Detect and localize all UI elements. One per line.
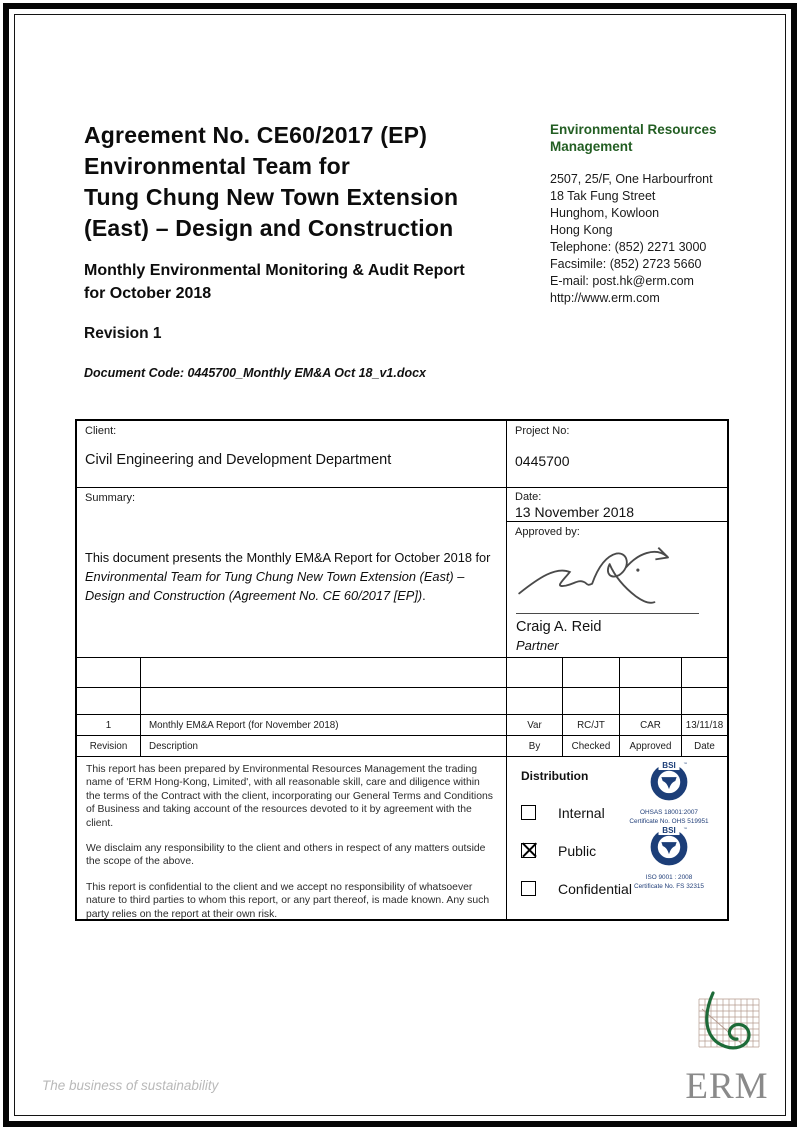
company-address [550,171,755,307]
date-cell [507,488,727,522]
address-line-website: http://www.erm.com [550,291,660,305]
bsi-certification-iso [619,824,719,891]
date-approved-cell [506,488,727,657]
report-subtitle [84,259,564,305]
revision-cell [77,688,140,714]
by-cell: Var [506,715,562,735]
by-cell [506,658,562,687]
client-value: Civil Engineering and Development Department [85,452,392,468]
erm-logo [666,991,788,1105]
company-contact-block [550,121,755,307]
company-tagline: The business of sustainability [42,1078,219,1093]
subtitle-line: for October 2018 [84,285,212,302]
approved-by-cell [507,522,727,657]
address-line: 18 Tak Fung Street [550,189,656,203]
distribution-option-label: Public [558,842,597,859]
approved-header: Approved [619,736,681,756]
distribution-label: Distribution [521,769,589,783]
address-line: Hunghom, Kowloon [550,206,660,220]
date-header: Date [681,736,727,756]
description-cell [140,658,506,687]
project-number-label: Project No: [515,425,570,437]
project-number-cell [506,421,727,487]
distribution-cell [506,757,727,919]
certification-number: Certificate No. OHS 519951 [629,817,709,825]
description-header: Description [140,736,506,756]
approver-title: Partner [516,638,559,653]
by-header: By [506,736,562,756]
company-name-line: Management [550,139,633,154]
date-label: Date: [515,491,542,503]
disclaimer-distribution-row [77,756,727,919]
revision-header: Revision [89,740,128,752]
distribution-option-label: Confidential [558,880,632,897]
erm-fern-grid-icon [683,991,771,1061]
revision-cell: 1 [105,719,112,731]
client-label: Client: [85,425,117,437]
svg-text:BSI: BSI [662,761,676,771]
summary-text-regular: This document presents the Monthly EM&A Report for October 2018 for [85,550,491,565]
company-name-line: Environmental Resources [550,122,717,137]
subtitle-line: Monthly Environmental Monitoring & Audit Report [84,262,465,279]
project-number-value: 0445700 [515,453,570,469]
bsi-logo-icon [648,759,690,803]
client-project-row [77,421,727,487]
address-line: Hong Kong [550,223,613,237]
document-code: Document Code: 0445700_Monthly EM&A Oct 18_v1.docx [84,366,426,380]
summary-approval-row [77,487,727,657]
by-cell [506,688,562,714]
client-cell [77,421,506,487]
title-line: Agreement No. CE60/2017 (EP) [84,122,428,148]
summary-text [85,548,499,605]
bsi-logo-icon [648,824,690,868]
disclaimer-cell [77,757,506,919]
title-line: Tung Chung New Town Extension [84,184,459,210]
address-line-email: E-mail: post.hk@erm.com [550,274,694,288]
signature [513,537,718,609]
disclaimer-paragraph: We disclaim any responsibility to the client and others in respect of any matters outside the scope of the above. [86,843,486,868]
svg-text:™: ™ [683,761,688,766]
approved-cell [619,688,681,714]
address-line: 2507, 25/F, One Harbourfront [550,172,713,186]
revision-row [77,714,727,735]
approved-cell: CAR [619,715,681,735]
signature-rule [516,613,699,614]
certification-standard: OHSAS 18001:2007 [640,809,698,816]
revision-cell [77,658,140,687]
certification-number: Certificate No. FS 32315 [634,882,704,890]
approved-by-label: Approved by: [515,526,580,538]
disclaimer-paragraph: This report has been prepared by Environmental Resources Management the trading name of 'ERM Hong-Kong, Limited', with all reasonable skill, care and diligence within the terms of the Contract with the client, incorporating our General Terms and Conditions of Business and taking account of the resources devoted to it by agreement with the client. [86,764,493,829]
revision-row-empty [77,657,727,687]
svg-text:™: ™ [683,826,688,831]
bsi-certification-ohsas [619,759,719,826]
checkbox-confidential[interactable] [521,881,536,896]
checked-cell: RC/JT [562,715,619,735]
erm-logo-text: ERM [685,1066,769,1107]
document-info-table [75,419,729,921]
checkbox-public[interactable] [521,843,536,858]
revision-label: Revision 1 [84,325,162,342]
address-line-facsimile: Facsimile: (852) 2723 5660 [550,257,702,271]
checked-cell [562,688,619,714]
report-title [84,120,564,244]
disclaimer-paragraph: This report is confidential to the client and we accept no responsibility of whatsoever nature to third parties to whom this report, or any part thereof, is made known. Any such party relies on the report at their own risk. [86,881,490,919]
checked-header: Checked [562,736,619,756]
description-cell [140,688,506,714]
approved-cell [619,658,681,687]
summary-label: Summary: [85,492,136,504]
revision-row-empty [77,687,727,714]
date-value: 13 November 2018 [515,504,635,520]
company-name [550,121,755,155]
checked-cell [562,658,619,687]
certification-standard: ISO 9001 : 2008 [645,874,693,881]
svg-text:BSI: BSI [662,826,676,836]
summary-cell [77,488,506,657]
title-line: Environmental Team for [84,153,350,179]
distribution-option-label: Internal [558,804,605,821]
checkbox-internal[interactable] [521,805,536,820]
approver-name: Craig A. Reid [516,619,602,635]
summary-text-italic: Environmental Team for Tung Chung New Town Extension (East) – Design and Construction (Agreement No. CE 60/2017 [EP]) [85,569,465,603]
address-line-telephone: Telephone: (852) 2271 3000 [550,240,707,254]
description-cell: Monthly EM&A Report (for November 2018) [140,715,506,735]
date-cell [681,688,727,714]
title-line: (East) – Design and Construction [84,215,454,241]
date-cell: 13/11/18 [681,715,727,735]
date-cell [681,658,727,687]
summary-text-suffix: . [422,588,426,603]
revision-header-row [77,735,727,756]
